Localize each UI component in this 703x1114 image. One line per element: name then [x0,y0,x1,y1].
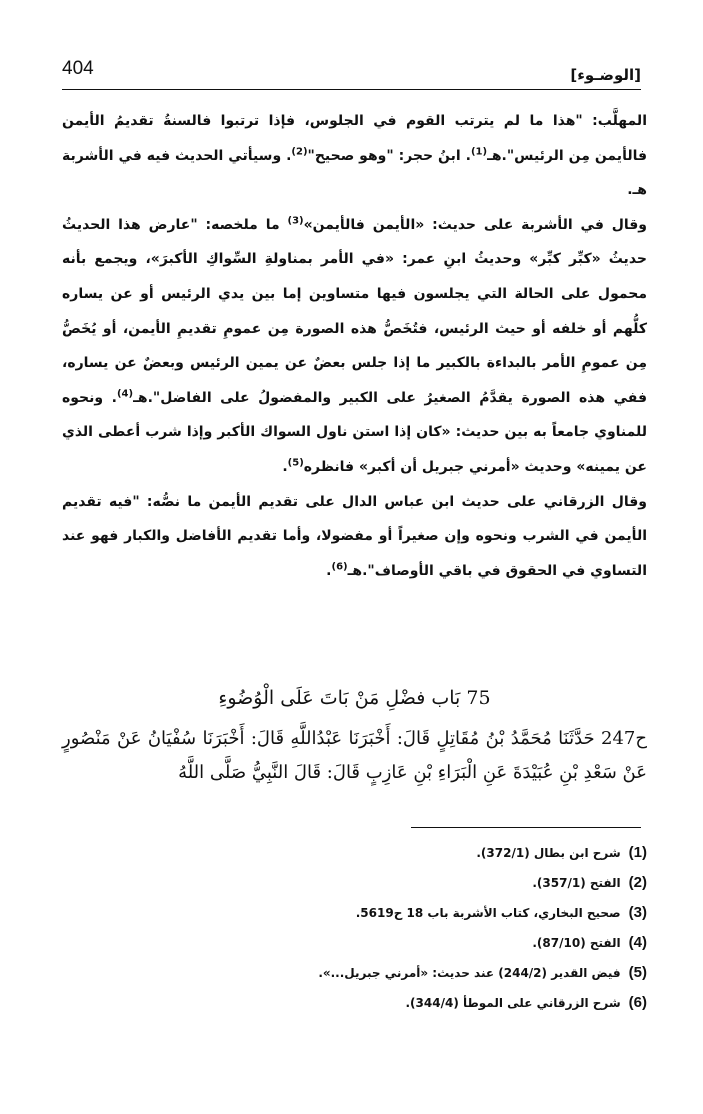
footnote [62,928,647,958]
commentary-paragraph [62,485,647,589]
paragraph-text: المهلَّب: "هذا ما لم يترتب القوم في الجلوس، فإذا ترتبوا فالسنةُ تقديمُ الأيمن فالأيمن مِن الرئيس".هـ [62,113,648,164]
header-rule [62,89,641,90]
footnote-ref[interactable]: (2) [291,145,308,157]
footnote-text: فيض القدير (244/2) عند حديث: «أمرني جبريل...». [318,966,621,980]
page-number: 404 [62,58,94,79]
commentary-paragraph [62,104,647,208]
footnote-text: الفتح (357/1). [532,876,621,890]
footnote-number: (5) [628,964,647,981]
footnote-number: (3) [628,904,647,921]
footnote-ref[interactable]: (5) [287,457,304,469]
footnote-ref[interactable]: (4) [116,388,134,400]
footnote-text: صحيح البخاري، كتاب الأشربة باب 18 ح5619. [355,906,621,920]
commentary-paragraph [62,208,647,485]
paragraph-text: . [282,458,288,475]
footnote-number: (6) [628,994,647,1011]
footnote-ref[interactable]: (3) [287,215,304,227]
footnote-number: (1) [628,844,647,861]
footnote [62,988,647,1018]
paragraph-text: . [326,562,332,579]
page-header [62,58,641,92]
footnote-text: شرح الزرقاني على الموطأ (344/4). [405,996,621,1010]
footnote [62,838,647,868]
footnote-ref[interactable]: (1) [470,145,488,157]
hadith-text: ح247 حَدَّثَنَا مُحَمَّدُ بْنُ مُقَاتِلٍ قَالَ: أَخْبَرَنَا عَبْدُاللَّهِ قَالَ: أَخْبَرَنَا سُفْيَانُ عَنْ مَنْصُورٍ عَنْ سَعْدِ بْنِ عُبَيْدَةَ عَنِ الْبَرَاءِ بْنِ عَازِبٍ قَالَ: قَالَ النَّبِيُّ صَلَّى اللَّهُ [62,728,647,783]
paragraph-text: . وسيأتي الحديث فيه في الأشربة هـ. [62,147,647,199]
footnote-number: (2) [628,874,647,891]
footnote [62,868,647,898]
running-head: [الوضـوء] [570,66,641,84]
paragraph-text: ما ملخصه: "عارض هذا الحديثُ حديثُ «كبِّر كبِّر» وحديثُ ابنِ عمر: «في الأمر بمناولةِ السِّواكِ الأكبرَ»، ويجمع بأنه محمول على الحالة التي يجلسون فيها متساوين إما بين يدي الرئيس أو عن يساره كلُّهم أو خلفه أو حيث الرئيس، فتُخَصُّ هذه الصورة مِن عمومِ تقديمِ الأيمن، أو يُخَصُّ مِن عمومِ الأمر بالبداءة بالكبير ما إذا جلس بعضٌ عن يمين الرئيس وبعضٌ عن يساره، ففي هذه الصورة يقدَّمُ الصغيرُ على الكبير والمفضولُ على الفاضل".هـ [62,216,647,406]
paragraph-text: . ابنُ حجر: "وهو صحيح" [307,147,471,164]
paragraph-text: وقال في الأشربة على حديث: «الأيمن فالأيمن» [303,216,648,233]
paragraph-text: . ونحوه للمناوي جامعاً به بين حديث: «كان إذا استن ناول السواك الأكبر وإذا شرب أعطى الذي عن يمينه» وحديث «أمرني جبريل أن أكبر» فانظره [62,389,647,475]
footnote-text: شرح ابن بطال (372/1). [476,846,621,860]
footnote [62,958,647,988]
footnote-number: (4) [628,934,647,951]
footnote-rule [411,827,641,828]
paragraph-text: وقال الزرقاني على حديث ابن عباس الدال على تقديم الأيمن ما نصُّه: "فيه تقديم الأيمن في الشرب ونحوه وإن صغيراً أو مفضولا، وأما تقديم الأفاضل والكبار فهو عند التساوي في الحقوق في باقي الأوصاف".هـ [62,493,647,579]
commentary-body [62,104,647,588]
footnote [62,898,647,928]
chapter-heading: 75 بَاب فضْلِ مَنْ بَاتَ عَلَى الْوُضُوءِ [218,687,491,709]
footnote-ref[interactable]: (6) [331,561,348,573]
footnotes-list [62,838,647,1018]
footnote-text: الفتح (87/10). [532,936,621,950]
